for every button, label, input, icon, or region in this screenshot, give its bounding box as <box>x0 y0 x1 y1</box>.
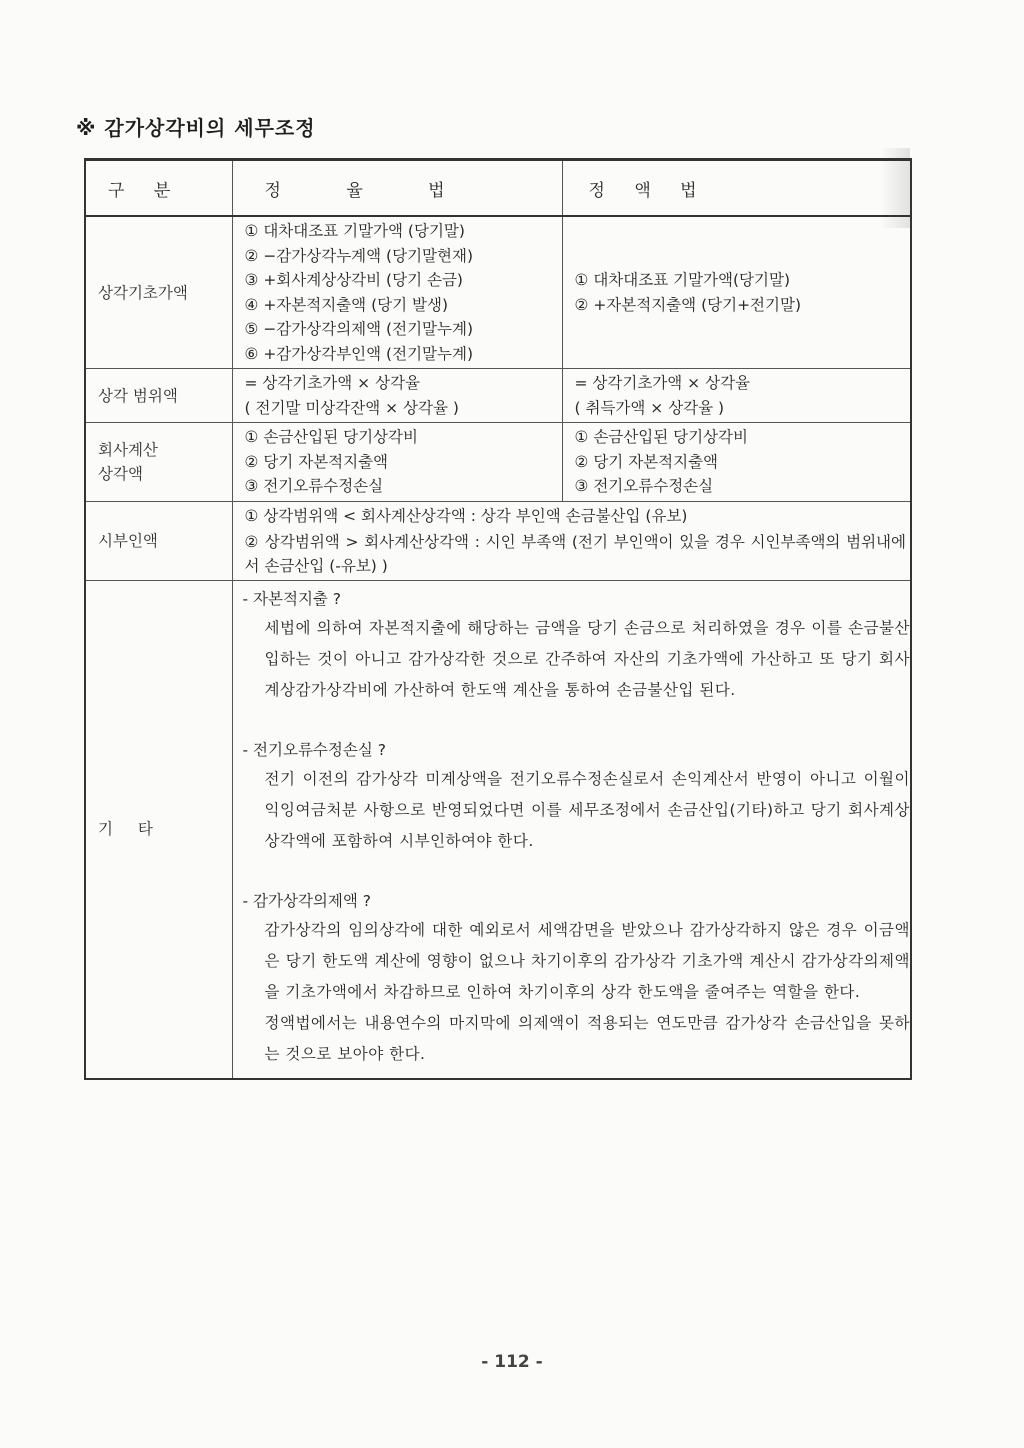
list-item: ( 전기말 미상각잔액 × 상각율 ) <box>244 398 459 417</box>
row-label-company: 회사계산 상각액 <box>85 423 232 502</box>
section-body: 세법에 의하여 자본적지출에 해당하는 금액을 당기 손금으로 처리하였을 경우 이를 손금불산입하는 것이 아니고 감가상각한 것으로 간주하여 자산의 기초가액에 가산하고 또 당기 회사계상감가상각비에 가산하여 한도액 계산을 통하여 손금불산입 된다. <box>264 618 910 699</box>
list-item: ③ 전기오류수정손실 <box>574 477 714 495</box>
section-body: 전기 이전의 감가상각 미계상액을 전기오류수정손실로서 손익계산서 반영이 아니고 이월이익잉여금처분 사항으로 반영되었다면 이를 세무조정에서 손금산입(기타)하고 당기 회사계상상각액에 포함하여 시부인하여야 한다. <box>264 769 910 850</box>
company-rate-cell <box>232 423 562 502</box>
company-amount-cell <box>562 423 911 502</box>
list-item: ② 당기 자본적지출액 <box>574 452 719 471</box>
row-label-diff: 시부인액 <box>85 501 232 580</box>
list-item: ① 손금산입된 당기상각비 <box>574 428 748 446</box>
list-item: ④ +자본적지출액 (당기 발생) <box>244 295 448 314</box>
header-declining-balance: 정 율 법 <box>232 160 562 217</box>
list-item: ( 취득가액 × 상각율 ) <box>574 398 725 417</box>
list-item: ③ +회사계상상각비 (당기 손금) <box>244 271 463 289</box>
list-item: = 상각기초가액 × 상각율 <box>574 374 751 392</box>
row-company <box>85 423 911 502</box>
limit-rate-cell <box>232 369 562 423</box>
depreciation-table <box>84 158 912 1080</box>
row-label-limit: 상각 범위액 <box>85 369 232 423</box>
list-item: ③ 전기오류수정손실 <box>244 477 384 495</box>
base-rate-cell <box>232 216 562 369</box>
list-item: ② −감가상각누계액 (당기말현재) <box>244 246 474 265</box>
limit-amount-cell <box>562 369 911 423</box>
page-number: - 112 - <box>481 1352 543 1372</box>
list-item: ② +자본적지출액 (당기+전기말) <box>574 295 802 314</box>
list-item: ⑤ −감가상각의제액 (전기말누계) <box>244 320 474 338</box>
list-item: ⑥ +감가상각부인액 (전기말누계) <box>244 344 474 363</box>
etc-cell <box>232 580 911 1079</box>
base-amount-cell <box>562 216 911 369</box>
section-body: 정액법에서는 내용연수의 마지막에 의제액이 적용되는 연도만큼 감가상각 손금산입을 못하는 것으로 보아야 한다. <box>264 1013 910 1063</box>
section-heading: - 자본적지출 ? <box>242 589 342 608</box>
diff-line-2: ② 상각범위액 > 회사계산상각액 : 시인 부족액 (전기 부인액이 있을 경우 시인부족액의 범위내에서 손금산입 (-유보) ) <box>244 532 906 575</box>
row-base-value <box>85 216 911 369</box>
row-diff <box>85 501 911 580</box>
table-header-row <box>85 160 911 217</box>
list-item: = 상각기초가액 × 상각율 <box>244 374 421 392</box>
row-etc <box>85 580 911 1079</box>
section-body: 감가상각의 임의상각에 대한 예외로서 세액감면을 받았으나 감가상각하지 않은 경우 이금액은 당기 한도액 계산에 영향이 없으나 차기이후의 감가상각 기초가액 계산시 감가상각의제액을 기초가액에서 차감하므로 인하여 차기이후의 상각 한도액을 줄여주는 역할을 한다. <box>264 920 910 1001</box>
diff-cell <box>232 501 911 580</box>
list-item: ① 대차대조표 기말가액(당기말) <box>574 271 791 289</box>
list-item: ① 대차대조표 기말가액 (당기말) <box>244 222 465 240</box>
list-item: ① 손금산입된 당기상각비 <box>244 428 418 446</box>
row-label-base: 상각기초가액 <box>85 216 232 369</box>
section-heading: - 감가상각의제액 ? <box>242 891 371 910</box>
header-straight-line: 정 액 법 <box>562 160 911 217</box>
page-title: ※ 감가상각비의 세무조정 <box>76 116 316 140</box>
list-item: ② 당기 자본적지출액 <box>244 452 389 471</box>
header-category: 구 분 <box>85 160 232 217</box>
diff-line-1: ① 상각범위액 < 회사계산상각액 : 상각 부인액 손금불산입 (유보) <box>244 506 688 525</box>
row-limit <box>85 369 911 423</box>
section-heading: - 전기오류수정손실 ? <box>242 740 386 759</box>
row-label-etc: 기 타 <box>85 580 232 1079</box>
